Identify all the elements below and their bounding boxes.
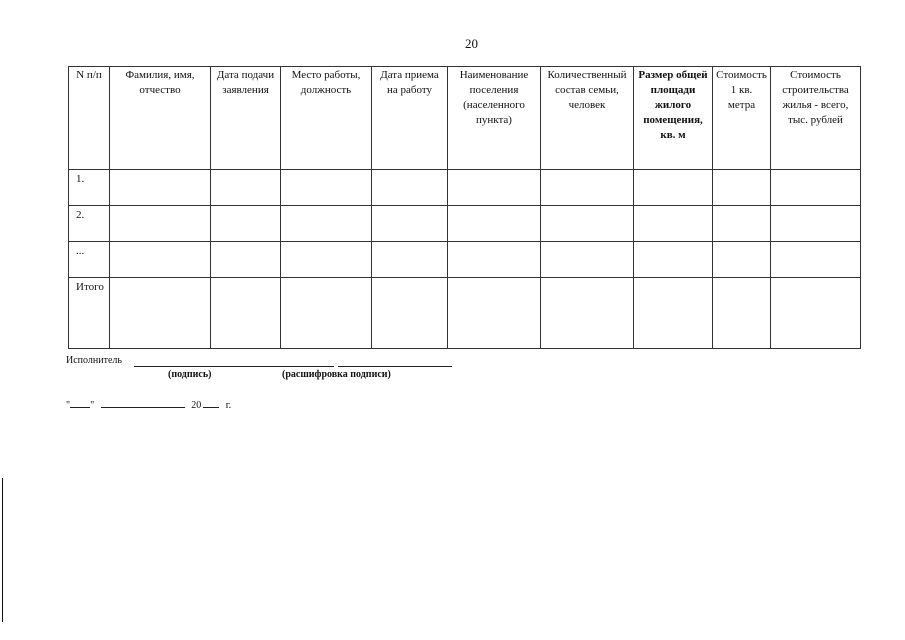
- table-cell: [771, 278, 861, 349]
- year-blank: [203, 398, 219, 408]
- date-line: [66, 398, 231, 411]
- row-label: ...: [69, 242, 110, 278]
- header-row-number: N п/п: [69, 67, 110, 170]
- table-cell: [713, 170, 771, 206]
- table-cell: [634, 170, 713, 206]
- table-cell: [372, 278, 448, 349]
- table-cell: [448, 242, 541, 278]
- table-cell: [713, 278, 771, 349]
- table-cell: [110, 278, 211, 349]
- row-label-total: Итого: [69, 278, 110, 349]
- header-workplace-position: Место работы, должность: [281, 67, 372, 170]
- table-cell: [541, 278, 634, 349]
- header-total-cost: Стоимость строительства жилья - всего, тыс. рублей: [771, 67, 861, 170]
- table-cell: [713, 206, 771, 242]
- table-cell: [281, 206, 372, 242]
- table-cell: [448, 278, 541, 349]
- century-text: 20: [191, 400, 202, 411]
- table-cell: [281, 170, 372, 206]
- table-cell: [372, 206, 448, 242]
- table-row: [69, 242, 861, 278]
- signature-line: [66, 355, 466, 369]
- table-row: [69, 206, 861, 242]
- table-cell: [448, 206, 541, 242]
- table-cell: [281, 242, 372, 278]
- table-cell: [634, 242, 713, 278]
- table-cell: [372, 242, 448, 278]
- month-blank: [101, 398, 185, 408]
- header-settlement-name: Наименование поселения (населенного пункта): [448, 67, 541, 170]
- table-cell: [110, 170, 211, 206]
- table-cell: [634, 278, 713, 349]
- table-cell: [541, 170, 634, 206]
- header-hire-date: Дата приема на работу: [372, 67, 448, 170]
- table-cell: [771, 170, 861, 206]
- margin-rule: [2, 482, 3, 622]
- page-number: 20: [465, 36, 478, 51]
- signature-decoding-blank: [338, 366, 452, 367]
- year-suffix: г.: [225, 400, 232, 411]
- executor-label: Исполнитель: [66, 355, 122, 366]
- table-cell: [211, 170, 281, 206]
- header-full-name: Фамилия, имя, отчество: [110, 67, 211, 170]
- day-blank: [70, 398, 90, 408]
- header-cost-per-meter: Стоимость 1 кв. метра: [713, 67, 771, 170]
- table-cell: [634, 206, 713, 242]
- row-label: 2.: [69, 206, 110, 242]
- signature-block: [66, 355, 466, 383]
- quote-close: ": [90, 400, 95, 411]
- table-cell: [771, 242, 861, 278]
- signature-blank: [134, 366, 334, 367]
- table-cell: [110, 242, 211, 278]
- table-cell: [211, 278, 281, 349]
- table-cell: [448, 170, 541, 206]
- table-cell: [110, 206, 211, 242]
- housing-registry-table: [68, 66, 861, 349]
- signature-caption: (подпись): [168, 369, 212, 380]
- table-cell: [541, 206, 634, 242]
- row-label: 1.: [69, 170, 110, 206]
- table-cell: [372, 170, 448, 206]
- table-cell: [541, 242, 634, 278]
- table-row-total: [69, 278, 861, 349]
- table-cell: [771, 206, 861, 242]
- table-cell: [281, 278, 372, 349]
- table-cell: [713, 242, 771, 278]
- quote-open: ": [66, 400, 71, 411]
- header-living-area: Размер общей площади жилого помещения, кв. м: [634, 67, 713, 170]
- header-family-size: Количественный состав семьи, человек: [541, 67, 634, 170]
- signature-decoding-caption: (расшифровка подписи): [282, 369, 391, 380]
- header-application-date: Дата подачи заявления: [211, 67, 281, 170]
- table-cell: [211, 242, 281, 278]
- table-row: [69, 170, 861, 206]
- signature-captions: [66, 369, 466, 383]
- table-cell: [211, 206, 281, 242]
- table-header-row: [69, 67, 861, 170]
